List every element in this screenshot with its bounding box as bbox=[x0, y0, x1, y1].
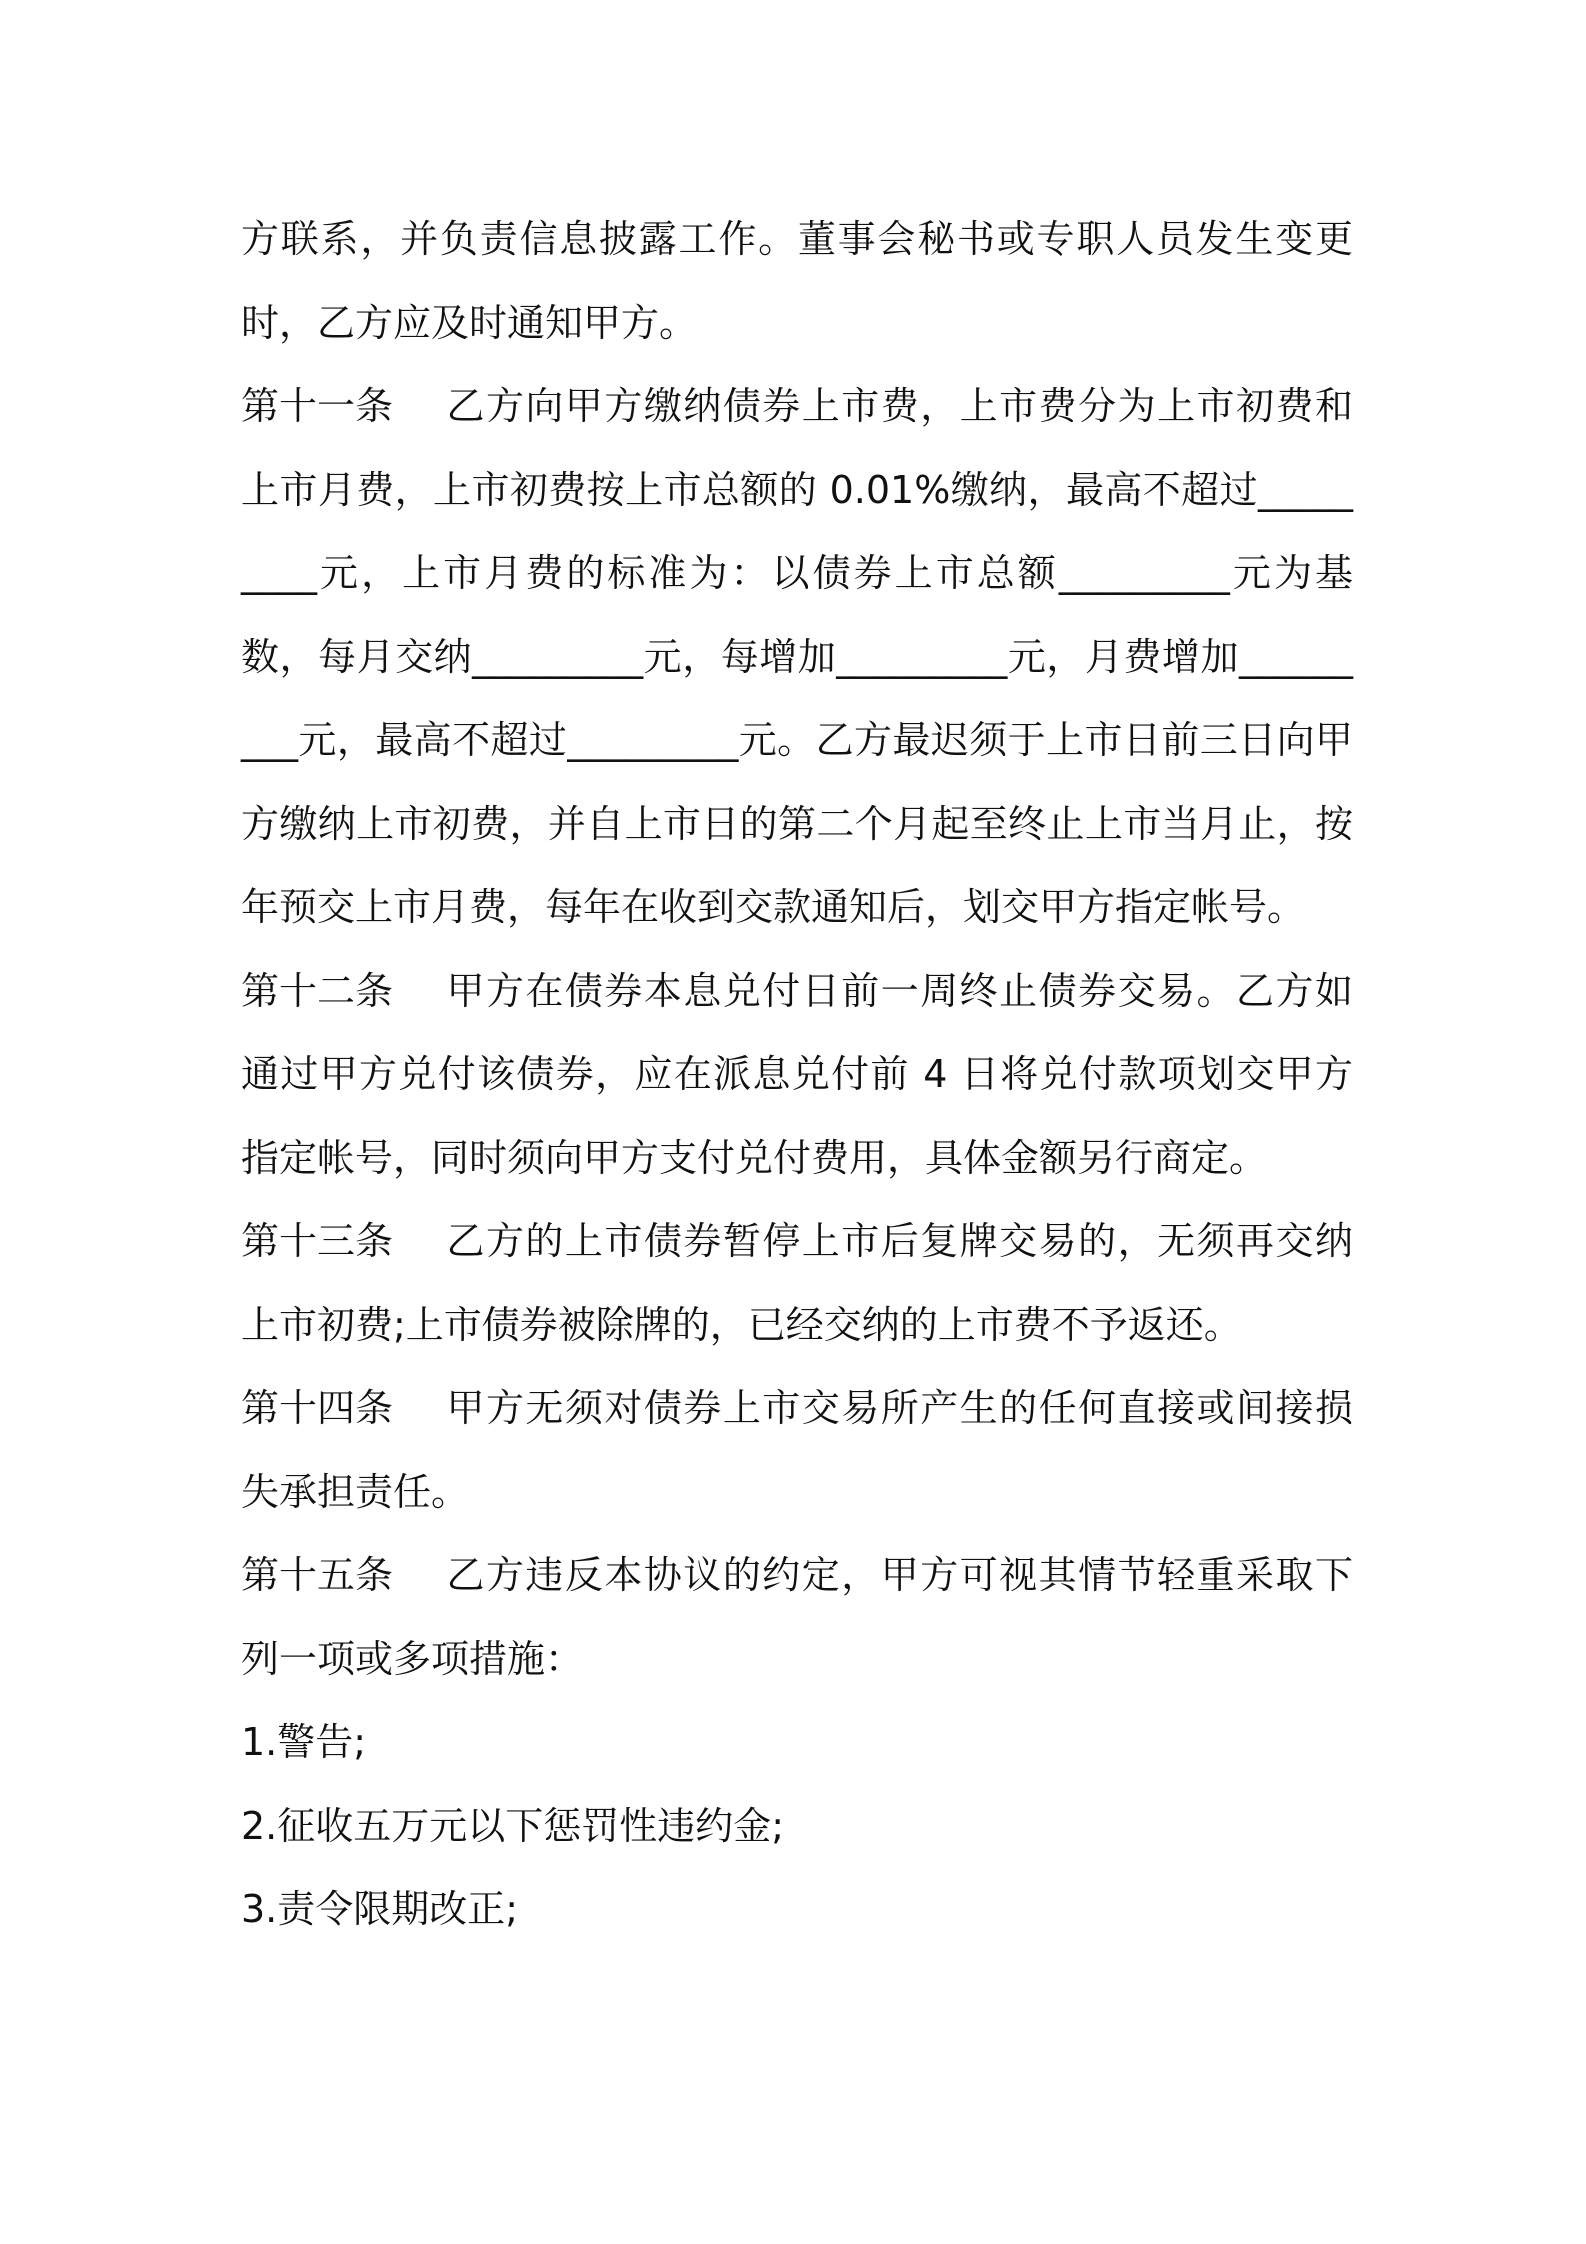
list-item-text: 2.征收五万元以下惩罚性违约金; bbox=[241, 1803, 785, 1848]
article-text: 乙方向甲方缴纳债券上市费，上市费分为上市初费和上市月费，上市初费按上市总额的 0.01%缴纳，最高不超过_________元，上市月费的标准为：以债券上市总额_________元为基数，每月交纳_________元，每增加_________元，月费增加_________元，最高不超过_________元。乙方最迟须于上市日前三日向甲方缴纳上市初费，并自上市日的第二个月起至终止上市当月止，按年预交上市月费，每年在收到交款通知后，划交甲方指定帐号。 bbox=[241, 384, 1353, 929]
list-item-1 bbox=[241, 1701, 1353, 1785]
article-number: 第十五条 bbox=[241, 1553, 394, 1597]
paragraph-text: 方联系，并负责信息披露工作。董事会秘书或专职人员发生变更时，乙方应及时通知甲方。 bbox=[241, 217, 1353, 345]
article-15 bbox=[241, 1534, 1353, 1701]
article-number: 第十三条 bbox=[241, 1219, 394, 1263]
article-number: 第十一条 bbox=[241, 384, 394, 428]
article-11 bbox=[241, 365, 1353, 950]
article-12 bbox=[241, 950, 1353, 1201]
article-text: 甲方无须对债券上市交易所产生的任何直接或间接损失承担责任。 bbox=[241, 1386, 1353, 1514]
article-text: 乙方违反本协议的约定，甲方可视其情节轻重采取下列一项或多项措施： bbox=[241, 1553, 1353, 1681]
paragraph-intro bbox=[241, 198, 1353, 365]
article-number: 第十四条 bbox=[241, 1386, 394, 1430]
article-text: 甲方在债券本息兑付日前一周终止债券交易。乙方如通过甲方兑付该债券，应在派息兑付前 4 日将兑付款项划交甲方指定帐号，同时须向甲方支付兑付费用，具体金额另行商定。 bbox=[241, 968, 1353, 1180]
list-item-2 bbox=[241, 1785, 1353, 1869]
list-item-text: 1.警告; bbox=[241, 1720, 367, 1764]
article-number: 第十二条 bbox=[241, 968, 394, 1013]
list-item-3 bbox=[241, 1868, 1353, 1952]
document-body bbox=[241, 198, 1353, 1952]
article-13 bbox=[241, 1200, 1353, 1367]
article-14 bbox=[241, 1367, 1353, 1534]
article-text: 乙方的上市债券暂停上市后复牌交易的，无须再交纳上市初费;上市债券被除牌的，已经交纳的上市费不予返还。 bbox=[241, 1219, 1353, 1347]
list-item-text: 3.责令限期改正; bbox=[241, 1887, 519, 1931]
